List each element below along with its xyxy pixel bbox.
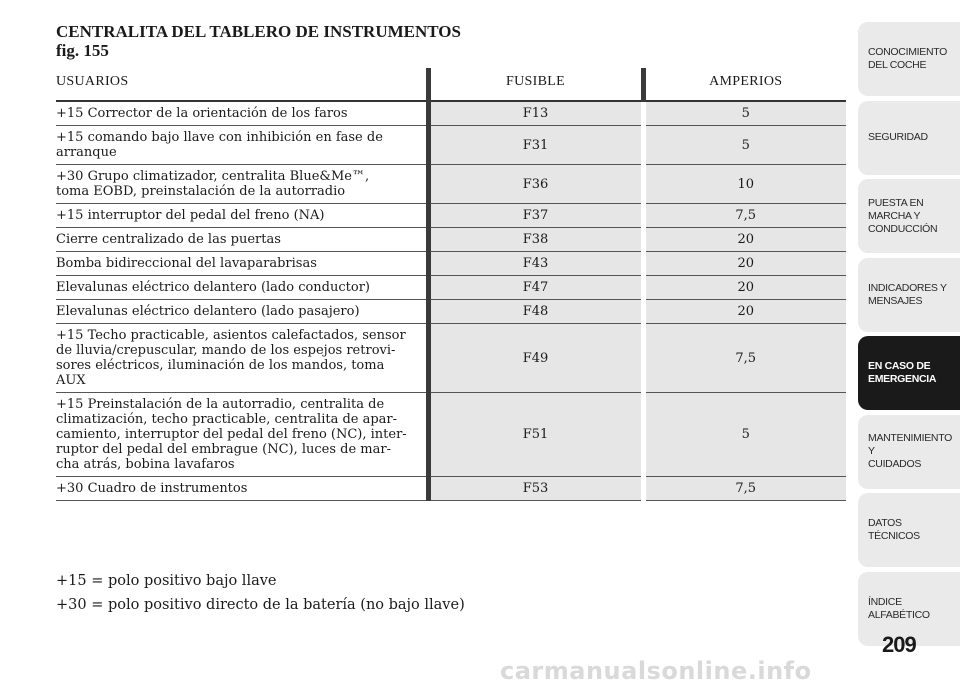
- fuse-cell: F49: [428, 324, 643, 393]
- user-cell: [56, 300, 428, 324]
- user-line: Elevalunas eléctrico delantero (lado pasajero): [56, 304, 360, 319]
- user-cell: [56, 101, 428, 126]
- user-line: +15 Corrector de la orientación de los faros: [56, 106, 348, 121]
- table-row: [56, 165, 846, 204]
- sidebar-tab-label: [868, 596, 930, 622]
- user-cell: [56, 228, 428, 252]
- amps-cell: 10: [643, 165, 846, 204]
- header-users: USUARIOS: [56, 68, 428, 101]
- sidebar-tab[interactable]: [858, 258, 960, 332]
- page-number: 209: [882, 632, 916, 657]
- amps-cell: 5: [643, 101, 846, 126]
- fuse-cell: F48: [428, 300, 643, 324]
- watermark: carmanualsonline.info: [500, 657, 812, 685]
- sidebar-tab-line: MENSAJES: [868, 294, 923, 307]
- user-cell: [56, 252, 428, 276]
- figure-reference: fig. 155: [56, 41, 109, 60]
- user-line: +15 comando bajo llave con inhibición en fase de: [56, 130, 383, 145]
- table-header-row: [56, 68, 846, 101]
- table-row: [56, 324, 846, 393]
- fuse-cell: F47: [428, 276, 643, 300]
- sidebar-tab-label: [868, 197, 937, 236]
- user-line: +30 Grupo climatizador, centralita Blue&Me™,: [56, 169, 370, 184]
- user-line: camiento, interruptor del pedal del freno (NC), inter-: [56, 427, 407, 442]
- table-row: [56, 204, 846, 228]
- user-line: Cierre centralizado de las puertas: [56, 232, 281, 247]
- table-row: [56, 276, 846, 300]
- sidebar-tab[interactable]: [858, 179, 960, 253]
- user-line: +15 interruptor del pedal del freno (NA): [56, 208, 325, 223]
- sidebar-tab-label: [868, 282, 947, 308]
- table-row: [56, 300, 846, 324]
- legend-notes: [56, 569, 465, 617]
- header-fuse: FUSIBLE: [428, 68, 643, 101]
- fuse-cell: F43: [428, 252, 643, 276]
- fuse-cell: F38: [428, 228, 643, 252]
- user-cell: [56, 276, 428, 300]
- sidebar-tab[interactable]: [858, 493, 960, 567]
- fuse-cell: F53: [428, 477, 643, 501]
- sidebar-tab[interactable]: [858, 22, 960, 96]
- sidebar-tab-line: SEGURIDAD: [868, 131, 928, 143]
- header-amps: AMPERIOS: [643, 68, 846, 101]
- user-line: +15 Preinstalación de la autorradio, centralita de: [56, 397, 385, 412]
- user-cell: [56, 126, 428, 165]
- sidebar-tab-line: DEL COCHE: [868, 59, 927, 71]
- fuse-table-body: [56, 101, 846, 501]
- user-line: toma EOBD, preinstalación de la autorradio: [56, 184, 346, 199]
- user-line: Elevalunas eléctrico delantero (lado conductor): [56, 280, 370, 295]
- user-cell: [56, 165, 428, 204]
- sidebar-tab-line: CUIDADOS: [868, 458, 922, 470]
- fuse-cell: F51: [428, 393, 643, 477]
- amps-cell: 20: [643, 252, 846, 276]
- table-row: [56, 228, 846, 252]
- amps-cell: 20: [643, 276, 846, 300]
- fuse-cell: F36: [428, 165, 643, 204]
- amps-cell: 7,5: [643, 204, 846, 228]
- amps-cell: 5: [643, 393, 846, 477]
- sidebar-tab[interactable]: [858, 101, 960, 175]
- sidebar-tab-line: ALFABÉTICO: [868, 608, 930, 621]
- user-line: de lluvia/crepuscular, mando de los espejos retrovi-: [56, 343, 396, 358]
- sidebar-tab[interactable]: [858, 336, 960, 410]
- table-row: [56, 101, 846, 126]
- amps-cell: 20: [643, 300, 846, 324]
- sidebar-tab-line: MARCHA Y: [868, 209, 921, 222]
- note-plus15: +15 = polo positivo bajo llave: [56, 573, 277, 589]
- user-line: AUX: [56, 373, 86, 388]
- amps-cell: 20: [643, 228, 846, 252]
- user-line: cha atrás, bobina lavafaros: [56, 457, 235, 472]
- table-row: [56, 393, 846, 477]
- table-row: [56, 252, 846, 276]
- user-line: ruptor del pedal del embrague (NC), luces de mar-: [56, 442, 391, 457]
- sidebar-tab-line: MANTENIMIENTO Y: [868, 432, 952, 457]
- sidebar-tab-label: [868, 46, 947, 72]
- amps-cell: 5: [643, 126, 846, 165]
- user-line: climatización, techo practicable, centralita de apar-: [56, 412, 398, 427]
- sidebar-tab-label: [868, 131, 928, 144]
- sidebar-tab[interactable]: [858, 415, 960, 489]
- user-line: Bomba bidireccional del lavaparabrisas: [56, 256, 317, 271]
- fuse-cell: F37: [428, 204, 643, 228]
- user-cell: [56, 204, 428, 228]
- sidebar-tab-label: [868, 360, 936, 386]
- fuse-cell: F13: [428, 101, 643, 126]
- sidebar-tab-line: DATOS TÉCNICOS: [868, 517, 920, 542]
- user-line: +30 Cuadro de instrumentos: [56, 481, 248, 496]
- user-line: sores eléctricos, iluminación de los mandos, toma: [56, 358, 385, 373]
- sidebar-tab-line: INDICADORES Y: [868, 281, 947, 294]
- sidebar-tab-line: PUESTA EN: [868, 196, 924, 209]
- sidebar-tab-line: CONOCIMIENTO: [868, 46, 948, 58]
- section-heading: [56, 22, 461, 60]
- sidebar-tab-label: [868, 517, 954, 543]
- user-line: +15 Techo practicable, asientos calefactados, sensor: [56, 328, 406, 343]
- sidebar-tab-line: CONDUCCIÓN: [868, 222, 938, 235]
- note-plus30: +30 = polo positivo directo de la batería (no bajo llave): [56, 597, 465, 613]
- table-row: [56, 477, 846, 501]
- user-cell: [56, 477, 428, 501]
- section-title: CENTRALITA DEL TABLERO DE INSTRUMENTOS: [56, 22, 461, 41]
- table-row: [56, 126, 846, 165]
- fuse-cell: F31: [428, 126, 643, 165]
- sidebar-tab-label: [868, 432, 954, 471]
- chapter-sidebar: [858, 22, 960, 650]
- sidebar-tab-line: EN CASO DE: [868, 360, 931, 372]
- amps-cell: 7,5: [643, 477, 846, 501]
- fuse-table: [56, 68, 846, 501]
- sidebar-tab-line: EMERGENCIA: [868, 373, 937, 385]
- amps-cell: 7,5: [643, 324, 846, 393]
- user-line: arranque: [56, 145, 117, 160]
- user-cell: [56, 393, 428, 477]
- sidebar-tab-line: ÍNDICE: [868, 595, 902, 608]
- user-cell: [56, 324, 428, 393]
